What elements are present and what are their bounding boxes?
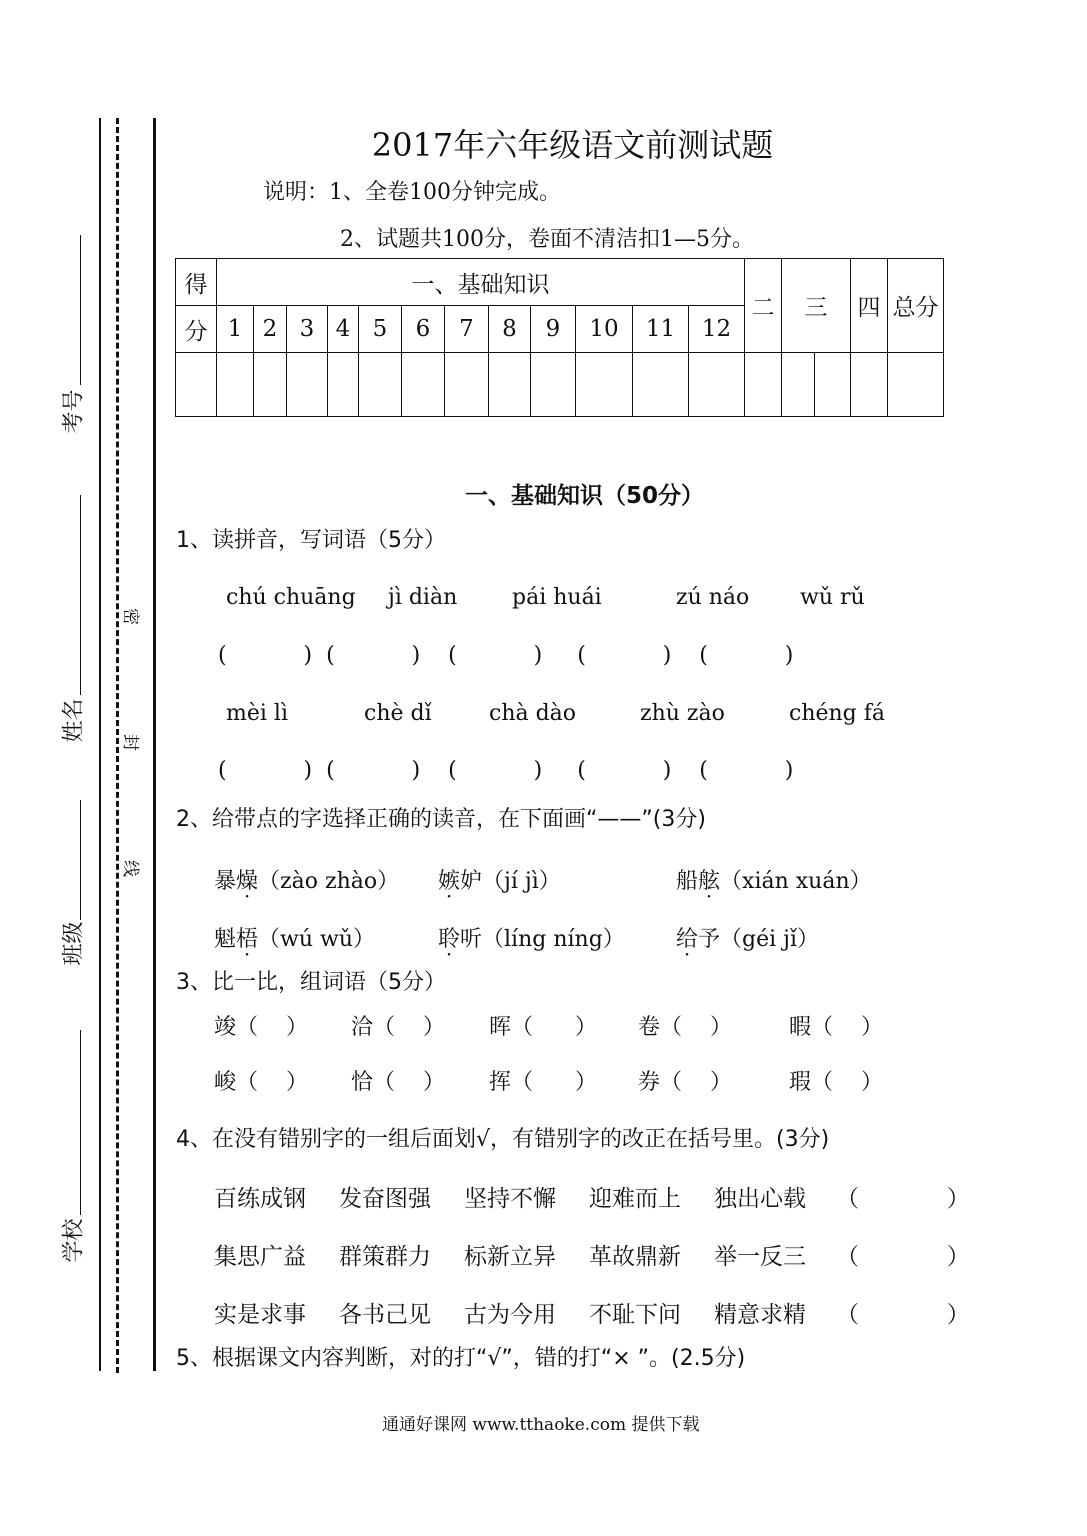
q1-pinyin-2: jì diàn (388, 585, 458, 610)
score-cell[interactable] (782, 353, 815, 417)
score-part3-header: 三 (782, 259, 851, 353)
score-cell[interactable] (633, 353, 689, 417)
score-cell[interactable] (815, 353, 851, 417)
score-col-12: 12 (689, 306, 745, 353)
q2-title: 2、给带点的字选择正确的读音，在下面画“——”(3分) (176, 807, 706, 832)
q2-item-4[interactable]: 魁梧（wú wǔ） (214, 927, 376, 952)
margin-name-label: 姓名 (61, 698, 87, 743)
q1-pinyin-8: chà dào (489, 701, 577, 726)
q3-item[interactable]: 洽（ ） (351, 1015, 445, 1040)
score-cell[interactable] (489, 353, 531, 417)
q1-pinyin-4: zú náo (676, 585, 750, 610)
section-heading: 一、基础知识（50分） (465, 483, 705, 509)
margin-name-blank (80, 495, 81, 695)
score-cell[interactable] (851, 353, 888, 417)
score-cell[interactable] (531, 353, 576, 417)
seal-xian: 线 (120, 860, 140, 877)
score-part2-header: 二 (745, 259, 782, 353)
score-label-top: 得 (176, 259, 217, 306)
q1-pinyin-6: mèi lì (226, 701, 288, 726)
score-col-4: 4 (328, 306, 359, 353)
score-part1-header: 一、基础知识 (217, 259, 745, 306)
q3-item[interactable]: 峻（ ） (214, 1070, 308, 1095)
score-cell[interactable] (176, 353, 217, 417)
q3-item[interactable]: 卷（ ） (638, 1015, 732, 1040)
q1-pinyin-5: wǔ rǔ (800, 585, 865, 610)
q1-answer-brackets-1[interactable]: ( ) ( ) ( ) ( ) ( ) (218, 643, 794, 668)
margin-outer-line (99, 118, 101, 1371)
seal-mi: 密 (120, 608, 140, 625)
score-cell[interactable] (745, 353, 782, 417)
q4-title: 4、在没有错别字的一组后面划√，有错别字的改正在括号里。(3分) (176, 1127, 830, 1152)
score-part4-header: 四 (851, 259, 888, 353)
score-col-8: 8 (489, 306, 531, 353)
q1-pinyin-3: pái huái (512, 585, 602, 610)
note-line-2: 2、试题共100分，卷面不清洁扣1—5分。 (340, 227, 754, 252)
q2-item-6[interactable]: 给予（géi jǐ） (676, 927, 820, 952)
q1-pinyin-9: zhù zào (640, 701, 725, 726)
score-cell[interactable] (576, 353, 633, 417)
score-total-header: 总分 (888, 259, 944, 353)
margin-dashed-line (116, 118, 119, 1373)
q5-title: 5、根据课文内容判断，对的打“√”，错的打“× ”。(2.5分) (176, 1346, 746, 1371)
score-cell[interactable] (445, 353, 489, 417)
q1-pinyin-1: chú chuāng (226, 585, 356, 610)
q1-title: 1、读拼音，写词语（5分） (176, 528, 446, 553)
margin-school-blank (80, 1030, 81, 1215)
score-cell[interactable] (287, 353, 328, 417)
margin-class-blank (80, 800, 81, 920)
q2-item-3[interactable]: 船舷（xián xuán） (676, 869, 872, 894)
q3-item[interactable]: 券（ ） (638, 1070, 732, 1095)
score-cell[interactable] (689, 353, 745, 417)
margin-inner-line (153, 118, 156, 1371)
score-col-5: 5 (359, 306, 402, 353)
margin-school-label: 学校 (61, 1218, 87, 1263)
score-cell[interactable] (359, 353, 402, 417)
q3-item[interactable]: 恰（ ） (351, 1070, 445, 1095)
q1-answer-brackets-2[interactable]: ( ) ( ) ( ) ( ) ( ) (218, 758, 794, 783)
score-cell[interactable] (217, 353, 254, 417)
q3-item[interactable]: 晖（ ） (489, 1015, 597, 1040)
q3-item[interactable]: 竣（ ） (214, 1015, 308, 1040)
score-col-11: 11 (633, 306, 689, 353)
q3-item[interactable]: 瑕（ ） (789, 1070, 883, 1095)
score-col-6: 6 (402, 306, 445, 353)
q1-pinyin-10: chéng fá (789, 701, 886, 726)
score-col-3: 3 (287, 306, 328, 353)
score-col-1: 1 (217, 306, 254, 353)
q3-item[interactable]: 暇（ ） (789, 1015, 883, 1040)
score-label-bottom: 分 (176, 306, 217, 353)
margin-exam-no-label: 考号 (61, 389, 87, 434)
q3-item[interactable]: 挥（ ） (489, 1070, 597, 1095)
score-col-10: 10 (576, 306, 633, 353)
q3-title: 3、比一比，组词语（5分） (176, 970, 446, 995)
seal-feng: 封 (120, 734, 140, 751)
score-cell[interactable] (888, 353, 944, 417)
score-col-9: 9 (531, 306, 576, 353)
q2-item-5[interactable]: 聆听（líng níng） (438, 927, 625, 952)
score-cell[interactable] (254, 353, 287, 417)
q2-item-1[interactable]: 暴燥（zào zhào） (214, 869, 400, 894)
margin-exam-no-blank (80, 235, 81, 385)
q1-pinyin-7: chè dǐ (364, 701, 432, 726)
score-col-7: 7 (445, 306, 489, 353)
score-cell[interactable] (328, 353, 359, 417)
page-title: 2017年六年级语文前测试题 (371, 126, 774, 164)
q2-item-2[interactable]: 嫉妒（jí jì） (438, 869, 561, 894)
note-line-1: 说明：1、全卷100分钟完成。 (263, 180, 561, 205)
score-cell[interactable] (402, 353, 445, 417)
score-col-2: 2 (254, 306, 287, 353)
score-table (175, 258, 944, 417)
margin-class-label: 班级 (61, 921, 87, 966)
page-footer: 通通好课网 www.tthaoke.com 提供下载 (382, 1415, 700, 1435)
